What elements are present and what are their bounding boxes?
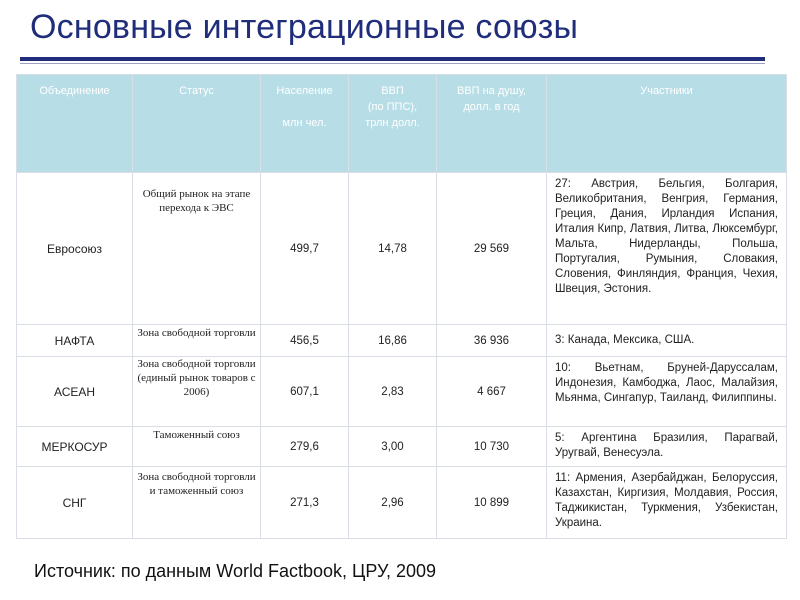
gdp-value: 16,86	[349, 325, 437, 357]
source-note: Источник: по данным World Factbook, ЦРУ, 2009	[34, 561, 437, 581]
union-name: Евросоюз	[17, 173, 133, 325]
table-row	[17, 427, 787, 467]
union-status: Зона свободной торговли	[133, 325, 261, 357]
table-header-row	[17, 75, 787, 173]
gdp-per-capita-value: 29 569	[437, 173, 547, 325]
integration-unions-table	[16, 74, 786, 539]
members-list: 11: Армения, Азербайджан, Белоруссия, Казахстан, Киргизия, Молдавия, Россия, Таджикистан, Туркмения, Узбекистан, Украина.	[547, 467, 787, 539]
population-value: 279,6	[261, 427, 349, 467]
union-name: АСЕАН	[17, 357, 133, 427]
table-row	[17, 357, 787, 427]
gdp-per-capita-value: 10 899	[437, 467, 547, 539]
header-members: Участники	[547, 75, 787, 173]
members-list: 27: Австрия, Бельгия, Болгария, Великобритания, Венгрия, Германия, Греция, Дания, Ирландия Испания, Италия Кипр, Латвия, Литва, Люксембург, Мальта, Нидерланды, Польша, Португалия, Румыния, Словакия, Словения, Финляндия, Франция, Чехия, Швеция, Эстония.	[547, 173, 787, 325]
header-union: Объединение	[17, 75, 133, 173]
header-gdp: ВВП (по ППС), трлн долл.	[349, 75, 437, 173]
union-status: Общий рынок на этапе перехода к ЭВС	[133, 173, 261, 325]
gdp-value: 3,00	[349, 427, 437, 467]
members-list: 5: Аргентина Бразилия, Парагвай, Уругвай, Венесуэла.	[547, 427, 787, 467]
page-title: Основные интеграционные союзы	[30, 8, 579, 46]
gdp-per-capita-value: 10 730	[437, 427, 547, 467]
union-name: МЕРКОСУР	[17, 427, 133, 467]
union-name: СНГ	[17, 467, 133, 539]
table-row	[17, 467, 787, 539]
table-row	[17, 325, 787, 357]
gdp-value: 2,96	[349, 467, 437, 539]
table-row	[17, 173, 787, 325]
population-value: 271,3	[261, 467, 349, 539]
members-list: 10: Вьетнам, Бруней-Даруссалам, Индонезия, Камбоджа, Лаос, Малайзия, Мьянма, Сингапур, Таиланд, Филиппины.	[547, 357, 787, 427]
union-status: Зона свободной торговли (единый рынок товаров с 2006)	[133, 357, 261, 427]
union-status: Таможенный союз	[133, 427, 261, 467]
gdp-per-capita-value: 36 936	[437, 325, 547, 357]
union-name: НАФТА	[17, 325, 133, 357]
gdp-per-capita-value: 4 667	[437, 357, 547, 427]
header-population: Население млн чел.	[261, 75, 349, 173]
members-list: 3: Канада, Мексика, США.	[547, 325, 787, 357]
title-underline	[20, 57, 765, 61]
union-status: Зона свободной торговли и таможенный союз	[133, 467, 261, 539]
title-underline-thin	[20, 63, 765, 64]
gdp-value: 14,78	[349, 173, 437, 325]
population-value: 456,5	[261, 325, 349, 357]
header-gdp-per-capita: ВВП на душу, долл. в год	[437, 75, 547, 173]
header-status: Статус	[133, 75, 261, 173]
population-value: 607,1	[261, 357, 349, 427]
gdp-value: 2,83	[349, 357, 437, 427]
population-value: 499,7	[261, 173, 349, 325]
